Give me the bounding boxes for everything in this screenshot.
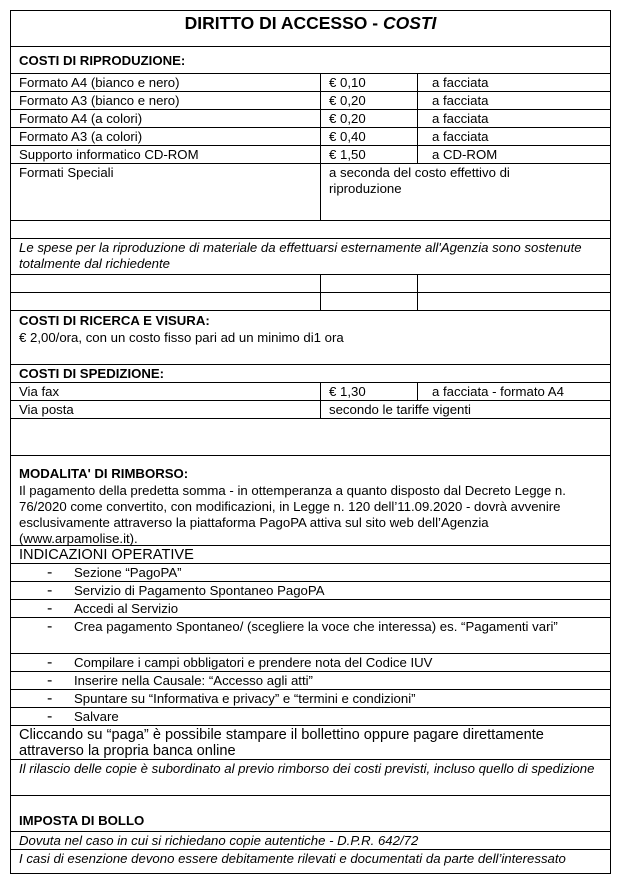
price-value: € 0,20 — [321, 110, 418, 127]
fax-price: € 1,30 — [321, 383, 418, 400]
riproduzione-heading-row — [11, 47, 610, 74]
step-row — [11, 564, 610, 582]
price-item: Formato A3 (a colori) — [11, 128, 321, 145]
empty-cell — [11, 275, 321, 292]
step-row — [11, 708, 610, 726]
step-row — [11, 672, 610, 690]
indicazioni-heading: INDICAZIONI OPERATIVE — [19, 547, 194, 563]
fax-item: Via fax — [11, 383, 321, 400]
posta-item: Via posta — [11, 401, 321, 418]
posta-row — [11, 401, 610, 419]
bollo-esenzione: I casi di esenzione devono essere debitamente rilevati e documentati da parte dell’interessato — [19, 851, 566, 866]
stampa-row — [11, 726, 610, 760]
bollo-dovuta-row — [11, 832, 610, 850]
indicazioni-row — [11, 546, 610, 564]
ricerca-block — [11, 311, 610, 364]
empty-cell — [321, 293, 418, 310]
document-table — [10, 10, 611, 874]
price-item: Formato A3 (bianco e nero) — [11, 92, 321, 109]
ricerca-text: € 2,00/ora, con un costo fisso pari ad un minimo di1 ora — [19, 330, 344, 345]
step-row — [11, 582, 610, 600]
bollo-esenzione-row — [11, 850, 610, 875]
step-text: Inserire nella Causale: “Accesso agli atti” — [74, 673, 313, 688]
bullet-dash: - — [47, 582, 53, 599]
rilascio-row — [11, 760, 610, 796]
riproduzione-note-row — [11, 239, 610, 275]
price-row — [11, 74, 610, 92]
price-unit: a facciata — [432, 129, 489, 144]
step-text: Accedi al Servizio — [74, 601, 179, 616]
title-main: DIRITTO DI ACCESSO - — [184, 13, 383, 33]
stampa-text: Cliccando su “paga” è possibile stampare il bollettino oppure pagare direttamente attraverso la propria banca online — [19, 727, 544, 759]
step-row — [11, 600, 610, 618]
price-row — [11, 128, 610, 146]
empty-cell — [11, 293, 321, 310]
price-row — [11, 110, 610, 128]
price-unit: a facciata — [432, 93, 489, 108]
step-text: Servizio di Pagamento Spontaneo PagoPA — [74, 583, 325, 598]
title-emph: COSTI — [382, 13, 437, 33]
step-row — [11, 690, 610, 708]
bullet-dash: - — [47, 708, 53, 725]
speciali-item: Formati Speciali — [11, 164, 321, 220]
rilascio-text: Il rilascio delle copie è subordinato al previo rimborso dei costi previsti, incluso quello di spedizione — [19, 761, 595, 776]
section-heading-riproduzione: COSTI DI RIPRODUZIONE: — [19, 53, 186, 68]
empty-row — [11, 275, 610, 293]
price-value: € 0,20 — [321, 92, 418, 109]
rimborso-text: Il pagamento della predetta somma - in ottemperanza a quanto disposto dal Decreto Legge n. 76/2020 come convertito, con modificazioni, in Legge n. 120 dell’11.09.2020 - dovrà avvenire esclusivamente attraverso la piattaforma PagoPA attiva sul sito web dell’Agenzia (www.arpamolise.it). — [19, 483, 566, 546]
step-row — [11, 618, 610, 654]
step-text: Crea pagamento Spontaneo/ (scegliere la voce che interessa) es. “Pagamenti vari” — [74, 619, 558, 634]
step-text: Sezione “PagoPA” — [74, 565, 182, 580]
bullet-dash: - — [47, 564, 53, 581]
bullet-dash: - — [47, 618, 53, 635]
section-heading-bollo: IMPOSTA DI BOLLO — [19, 813, 145, 828]
bollo-dovuta: Dovuta nel caso in cui si richiedano copie autentiche - D.P.R. 642/72 — [19, 833, 419, 848]
bollo-heading-row — [11, 796, 610, 832]
ricerca-row — [11, 311, 610, 365]
price-unit: a facciata — [432, 111, 489, 126]
price-value: € 0,40 — [321, 128, 418, 145]
empty-row — [11, 419, 610, 456]
bullet-dash: - — [47, 654, 53, 671]
section-heading-rimborso: MODALITA' DI RIMBORSO: — [19, 466, 189, 481]
price-unit: a CD-ROM — [432, 147, 498, 162]
price-row — [11, 92, 610, 110]
rimborso-row — [11, 456, 610, 546]
price-unit: a facciata — [432, 75, 489, 90]
title-row — [11, 11, 610, 47]
speciali-note: a seconda del costo effettivo di riproduzione — [329, 165, 510, 196]
step-row — [11, 654, 610, 672]
section-heading-spedizione: COSTI DI SPEDIZIONE: — [19, 366, 165, 381]
riproduzione-note: Le spese per la riproduzione di materiale da effettuarsi esternamente all'Agenzia sono sostenute totalmente dal richiedente — [19, 240, 582, 271]
price-item: Supporto informatico CD-ROM — [11, 146, 321, 163]
bullet-dash: - — [47, 672, 53, 689]
step-text: Salvare — [74, 709, 119, 724]
empty-row — [11, 221, 610, 239]
section-heading-ricerca: COSTI DI RICERCA E VISURA: — [19, 313, 210, 328]
bullet-dash: - — [47, 690, 53, 707]
price-row — [11, 146, 610, 164]
price-item: Formato A4 (a colori) — [11, 110, 321, 127]
empty-row — [11, 293, 610, 311]
page-title — [11, 11, 610, 46]
price-item: Formato A4 (bianco e nero) — [11, 74, 321, 91]
empty-cell — [321, 275, 418, 292]
bullet-dash: - — [47, 600, 53, 617]
speciali-row — [11, 164, 610, 221]
posta-note: secondo le tariffe vigenti — [329, 402, 471, 417]
price-value: € 0,10 — [321, 74, 418, 91]
fax-row — [11, 383, 610, 401]
rimborso-block — [11, 456, 610, 545]
price-value: € 1,50 — [321, 146, 418, 163]
fax-unit: a facciata - formato A4 — [432, 384, 564, 399]
step-text: Compilare i campi obbligatori e prendere nota del Codice IUV — [74, 655, 433, 670]
step-text: Spuntare su “Informativa e privacy” e “termini e condizioni” — [74, 691, 416, 706]
spedizione-heading-row — [11, 365, 610, 383]
